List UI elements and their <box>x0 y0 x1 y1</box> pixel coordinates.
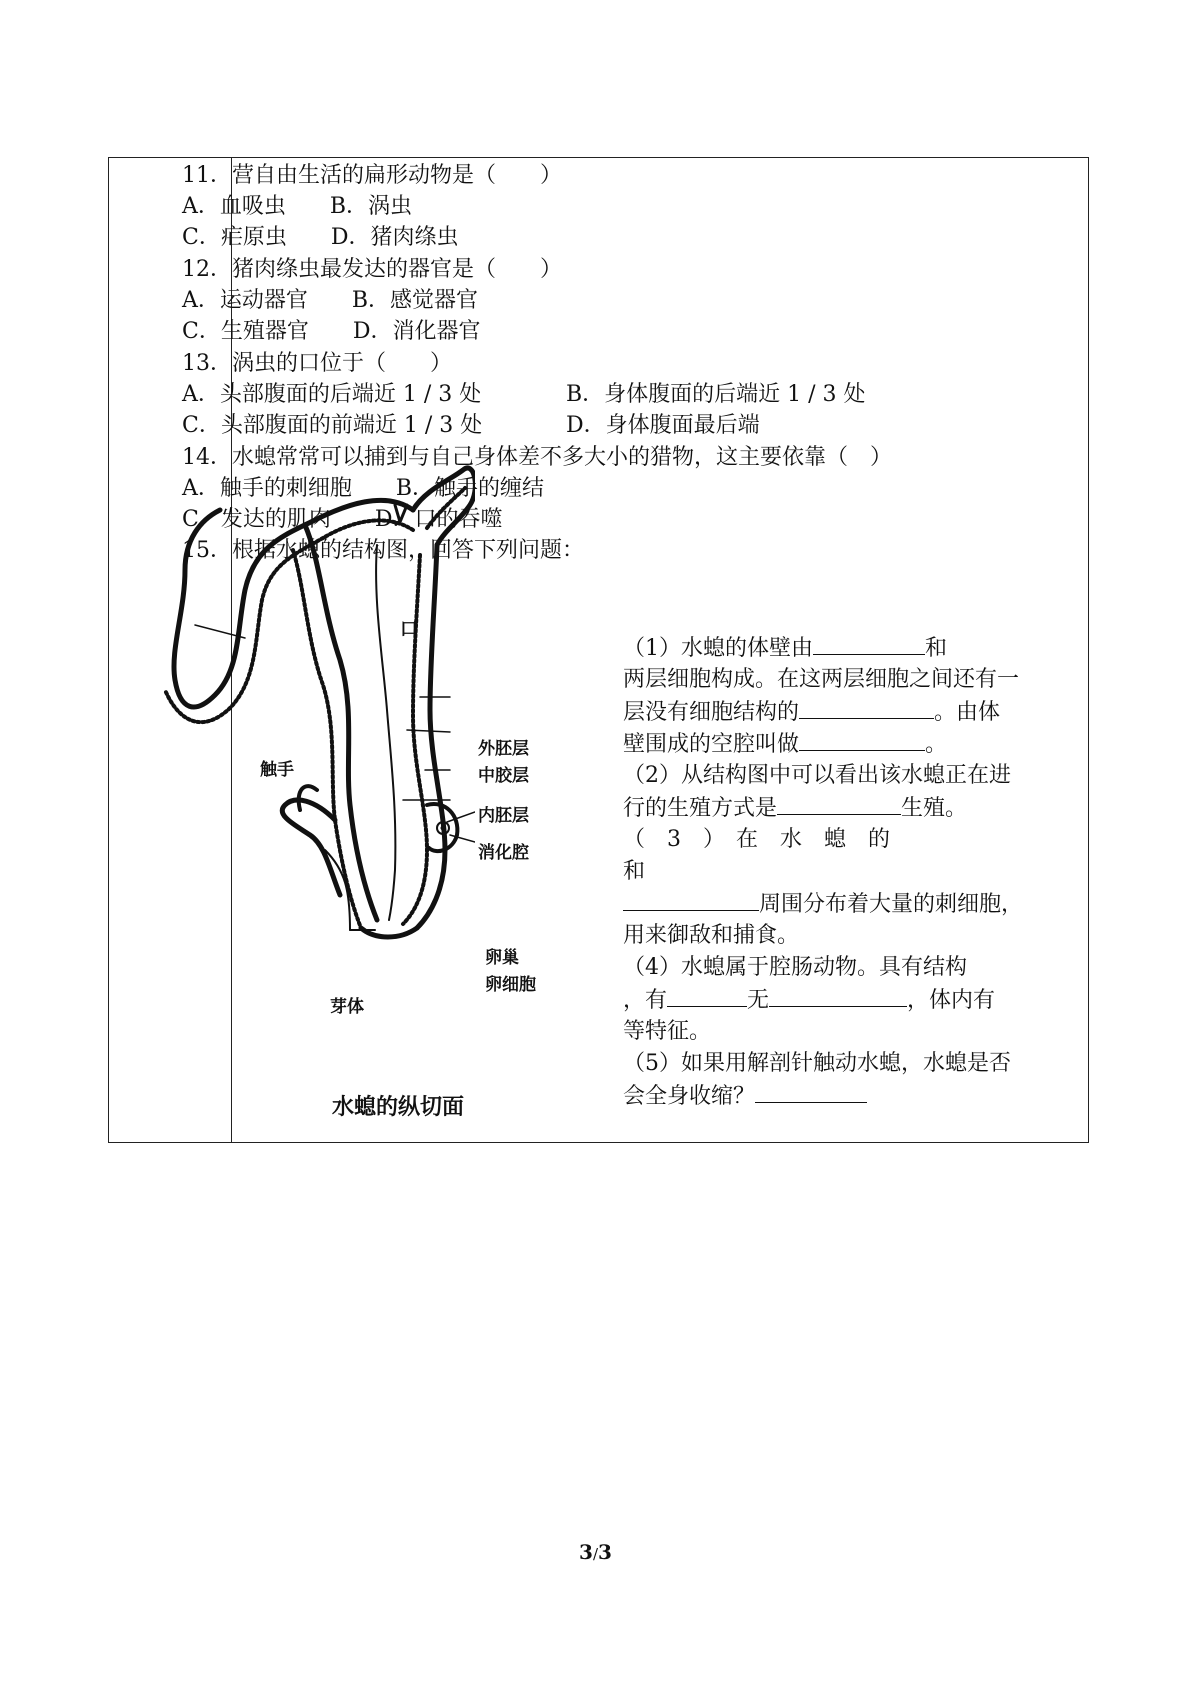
label-bud: 芽体 <box>330 997 364 1017</box>
sub-q1-line3: 层没有细胞结构的 。由体 <box>623 696 1000 729</box>
blank-1[interactable] <box>813 632 925 655</box>
page-number: 3/3 <box>579 1540 612 1564</box>
q14-stem: 14．水螅常常可以捕到与自己身体差不多大小的猎物，这主要依靠（ ） <box>182 445 892 470</box>
label-ovary: 卵巢 <box>485 948 519 968</box>
blank-8[interactable] <box>755 1080 867 1103</box>
blank-5[interactable] <box>623 888 759 911</box>
sub-q1-line4: 壁围成的空腔叫做 。 <box>623 728 947 761</box>
sub-q4-line3: 等特征。 <box>623 1019 712 1044</box>
blank-4[interactable] <box>777 792 901 815</box>
q11-options-2: C．疟原虫 D．猪肉绦虫 <box>182 225 459 250</box>
sub-q4-line2: ，有 无 ，体内有 <box>623 984 995 1017</box>
q14-options-1: A．触手的刺细胞 B．触手的缠结 <box>182 476 545 501</box>
blank-2[interactable] <box>799 696 934 719</box>
sub-q3-line1: （ 3 ） 在 水 螅 的 <box>623 827 890 852</box>
label-egg-cell: 卵细胞 <box>485 975 536 995</box>
label-mesoglea: 中胶层 <box>478 766 529 786</box>
q13-option-c: C．头部腹面的前端近 1 / 3 处 <box>182 413 483 438</box>
q11-stem: 11．营自由生活的扁形动物是（ ） <box>182 163 562 188</box>
hydra-diagram <box>145 450 475 960</box>
blank-7[interactable] <box>769 984 907 1007</box>
q13-option-a: A．头部腹面的后端近 1 / 3 处 <box>182 382 482 407</box>
sub-q5-line1: （5）如果用解剖针触动水螅，水螅是否 <box>623 1051 1011 1076</box>
label-mouth: 口 <box>400 619 418 640</box>
q11-options-1: A．血吸虫 B．涡虫 <box>182 194 413 219</box>
sub-q3-line4: 用来御敌和捕食。 <box>623 923 800 948</box>
sub-q5-line2: 会全身收缩？ <box>623 1080 867 1113</box>
q12-options-1: A．运动器官 B．感觉器官 <box>182 288 479 313</box>
sub-q2-line2: 行的生殖方式是 生殖。 <box>623 792 967 825</box>
blank-3[interactable] <box>799 728 925 751</box>
sub-q1-line2: 两层细胞构成。在这两层细胞之间还有一 <box>623 667 1020 692</box>
q13-option-b: B．身体腹面的后端近 1 / 3 处 <box>566 382 866 407</box>
sub-q2-line1: （2）从结构图中可以看出该水螅正在进 <box>623 763 1011 788</box>
blank-6[interactable] <box>667 984 747 1007</box>
label-gastric-cavity: 消化腔 <box>478 843 529 863</box>
sub-q1-line1: （1）水螅的体壁由 和 <box>623 632 947 665</box>
sub-q3-line2: 和 <box>623 859 646 884</box>
q13-stem: 13．涡虫的口位于（ ） <box>182 351 452 376</box>
label-tentacle: 触手 <box>260 760 294 780</box>
sub-q4-line1: （4）水螅属于腔肠动物。具有结构 <box>623 955 967 980</box>
figure-caption: 水螅的纵切面 <box>332 1095 465 1120</box>
q12-stem: 12．猪肉绦虫最发达的器官是（ ） <box>182 257 562 282</box>
sub-q3-line3: 周围分布着大量的刺细胞， <box>623 888 1023 921</box>
q13-option-d: D．身体腹面最后端 <box>566 413 760 438</box>
q12-options-2: C．生殖器官 D．消化器官 <box>182 319 481 344</box>
q14-options-2: C．发达的肌肉 D．口的吞噬 <box>182 507 503 532</box>
label-ectoderm: 外胚层 <box>478 739 529 759</box>
label-endoderm: 内胚层 <box>478 806 529 826</box>
q15-stem: 15．根据水螅的结构图，回答下列问题： <box>182 538 584 563</box>
